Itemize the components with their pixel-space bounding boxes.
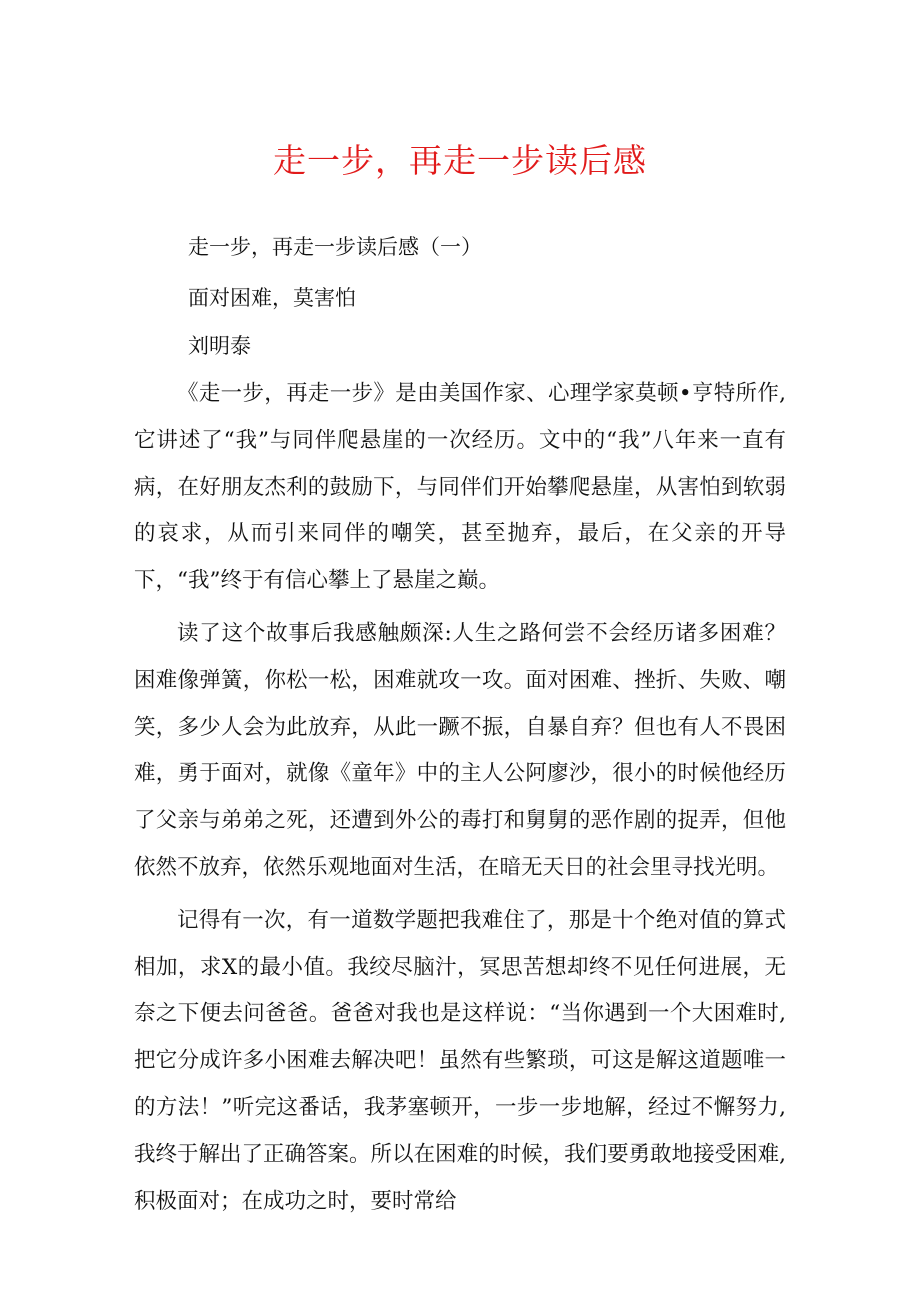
paragraph-2: 读了这个故事后我感触颇深:人生之路何尝不会经历诸多困难？困难像弹簧，你松一松，困难就攻一攻。面对困难、挫折、失败、嘲笑，多少人会为此放弃，从此一蹶不振，自暴自弃？但也有人不畏困难，勇于面对，就像《童年》中的主人公阿廖沙，很小的时候他经历了父亲与弟弟之死，还遭到外公的毒打和舅舅的恶作剧的捉弄，但他依然不放弃，依然乐观地面对生活，在暗无天日的社会里寻找光明。: [134, 620, 786, 880]
author-name: 刘明泰: [188, 334, 251, 358]
paragraph-3: 记得有一次，有一道数学题把我难住了，那是十个绝对值的算式相加，求X的最小值。我绞尽脑汁，冥思苦想却终不见任何进展，无奈之下便去问爸爸。爸爸对我也是这样说：“当你遇到一个大困难时,把它分成许多小困难去解决吧！虽然有些繁琐，可这是解这道题唯一的方法！”听完这番话，我茅塞顿开，一步一步地解，经过不懈努力,我终于解出了正确答案。所以在困难的时候，我们要勇敢地接受困难,积极面对；在成功之时，要时常给: [134, 907, 786, 1214]
essay-body: [134, 371, 786, 1225]
essay-title: 面对困难，莫害怕: [188, 286, 356, 310]
paragraph-1: 《走一步，再走一步》是由美国作家、心理学家莫顿•亨特所作,它讲述了“我”与同伴爬悬崖的一次经历。文中的“我”八年来一直有病，在好朋友杰利的鼓励下，与同伴们开始攀爬悬崖，从害怕到软弱的哀求，从而引来同伴的嘲笑，甚至抛弃，最后，在父亲的开导下，“我”终于有信心攀上了悬崖之巅。: [134, 381, 786, 594]
document-title: 走一步，再走一步读后感: [273, 141, 647, 180]
essay-subtitle: 走一步，再走一步读后感（一）: [188, 235, 482, 259]
